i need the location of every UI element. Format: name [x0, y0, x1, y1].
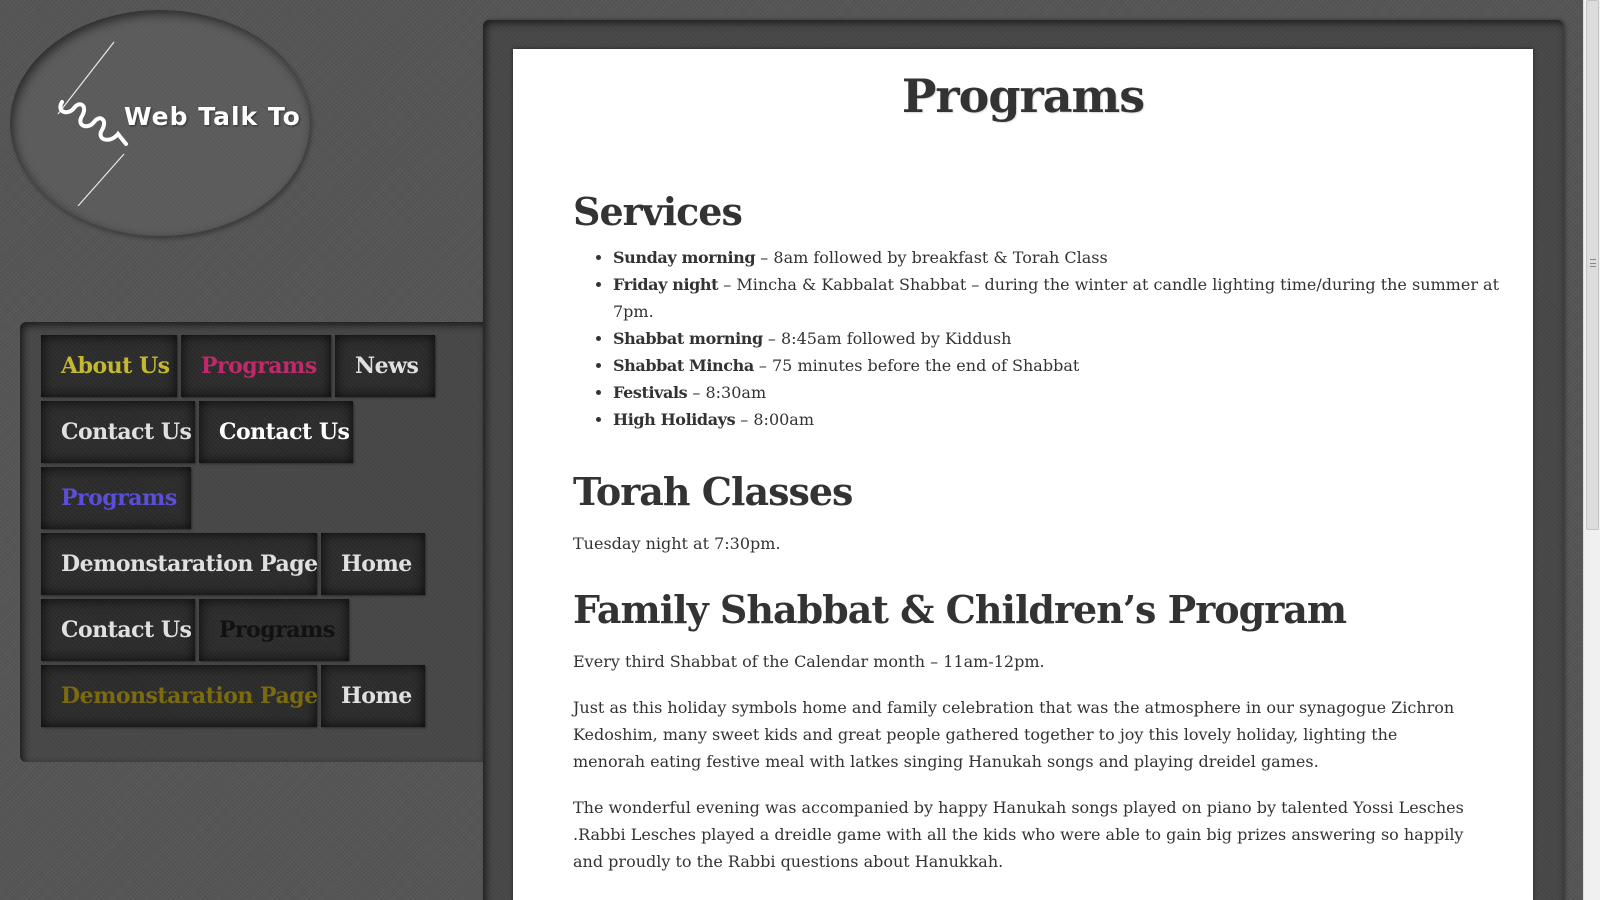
family-paragraph: The wonderful evening was accompanied by happy Hanukah songs played on piano by talented Yossi Lesches .Rabbi Lesches played a dreidle game with all the kids who were able to gain big prizes answering so happily and proudly to the Rabbi questions about Hanukkah.: [573, 798, 1464, 871]
service-name: Festivals: [613, 383, 688, 402]
page-title: Programs: [901, 69, 1145, 123]
service-name: Friday night: [613, 275, 719, 294]
grip-icon: [1590, 259, 1596, 267]
list-item: [613, 352, 1533, 379]
service-detail: – 75 minutes before the end of Shabbat: [753, 356, 1080, 375]
service-detail: – 8am followed by breakfast & Torah Class: [755, 248, 1108, 267]
nav-home[interactable]: Home: [321, 533, 425, 595]
list-item: [613, 406, 1533, 433]
family-paragraph: Just as this holiday symbols home and family celebration that was the atmosphere in our synagogue Zichron Kedoshim, many sweet kids and great people gathered together to joy this lovely holiday, lighting the menorah eating festive meal with latkes singing Hanukah songs and playing dreidel games.: [573, 698, 1455, 771]
nav-home-2[interactable]: Home: [321, 665, 425, 727]
main-content: [513, 49, 1533, 900]
main-navigation: [20, 322, 484, 762]
nav-demonstration-page-2[interactable]: Demonstaration Page: [41, 665, 317, 727]
scrollbar-thumb[interactable]: [1586, 0, 1599, 530]
list-item: [613, 379, 1533, 406]
site-logo[interactable]: [10, 10, 310, 236]
nav-programs[interactable]: Programs: [181, 335, 331, 397]
service-detail: – Mincha & Kabbalat Shabbat – during the winter at candle lighting time/during the summer at 7pm.: [613, 275, 1500, 321]
list-item: [613, 325, 1533, 352]
service-name: Sunday morning: [613, 248, 756, 267]
list-item: [613, 244, 1533, 271]
service-detail: – 8:30am: [687, 383, 767, 402]
service-name: Shabbat morning: [613, 329, 763, 348]
service-name: High Holidays: [613, 410, 736, 429]
page-scrollbar[interactable]: [1583, 0, 1600, 900]
nav-demonstration-page[interactable]: Demonstaration Page: [41, 533, 317, 595]
nav-programs-3[interactable]: Programs: [199, 599, 349, 661]
nav-news[interactable]: News: [335, 335, 435, 397]
nav-contact-us-active[interactable]: Contact Us: [199, 401, 353, 463]
service-detail: – 8:00am: [735, 410, 815, 429]
nav-contact-us-2[interactable]: Contact Us: [41, 599, 195, 661]
nav-contact-us[interactable]: Contact Us: [41, 401, 195, 463]
family-program-heading: Family Shabbat & Children’s Program: [573, 587, 1347, 632]
list-item: [613, 271, 1533, 325]
service-detail: – 8:45am followed by Kiddush: [762, 329, 1012, 348]
service-name: Shabbat Mincha: [613, 356, 754, 375]
nav-about-us[interactable]: About Us: [41, 335, 177, 397]
torah-classes-heading: Torah Classes: [573, 469, 853, 514]
services-list: [613, 244, 1533, 433]
torah-classes-text: Tuesday night at 7:30pm.: [573, 534, 781, 553]
site-name: Web Talk To: [124, 102, 301, 131]
nav-programs-2[interactable]: Programs: [41, 467, 191, 529]
services-heading: Services: [573, 189, 742, 234]
wave-logo-icon: [54, 36, 134, 206]
family-paragraph: Every third Shabbat of the Calendar month – 11am-12pm.: [573, 652, 1045, 671]
